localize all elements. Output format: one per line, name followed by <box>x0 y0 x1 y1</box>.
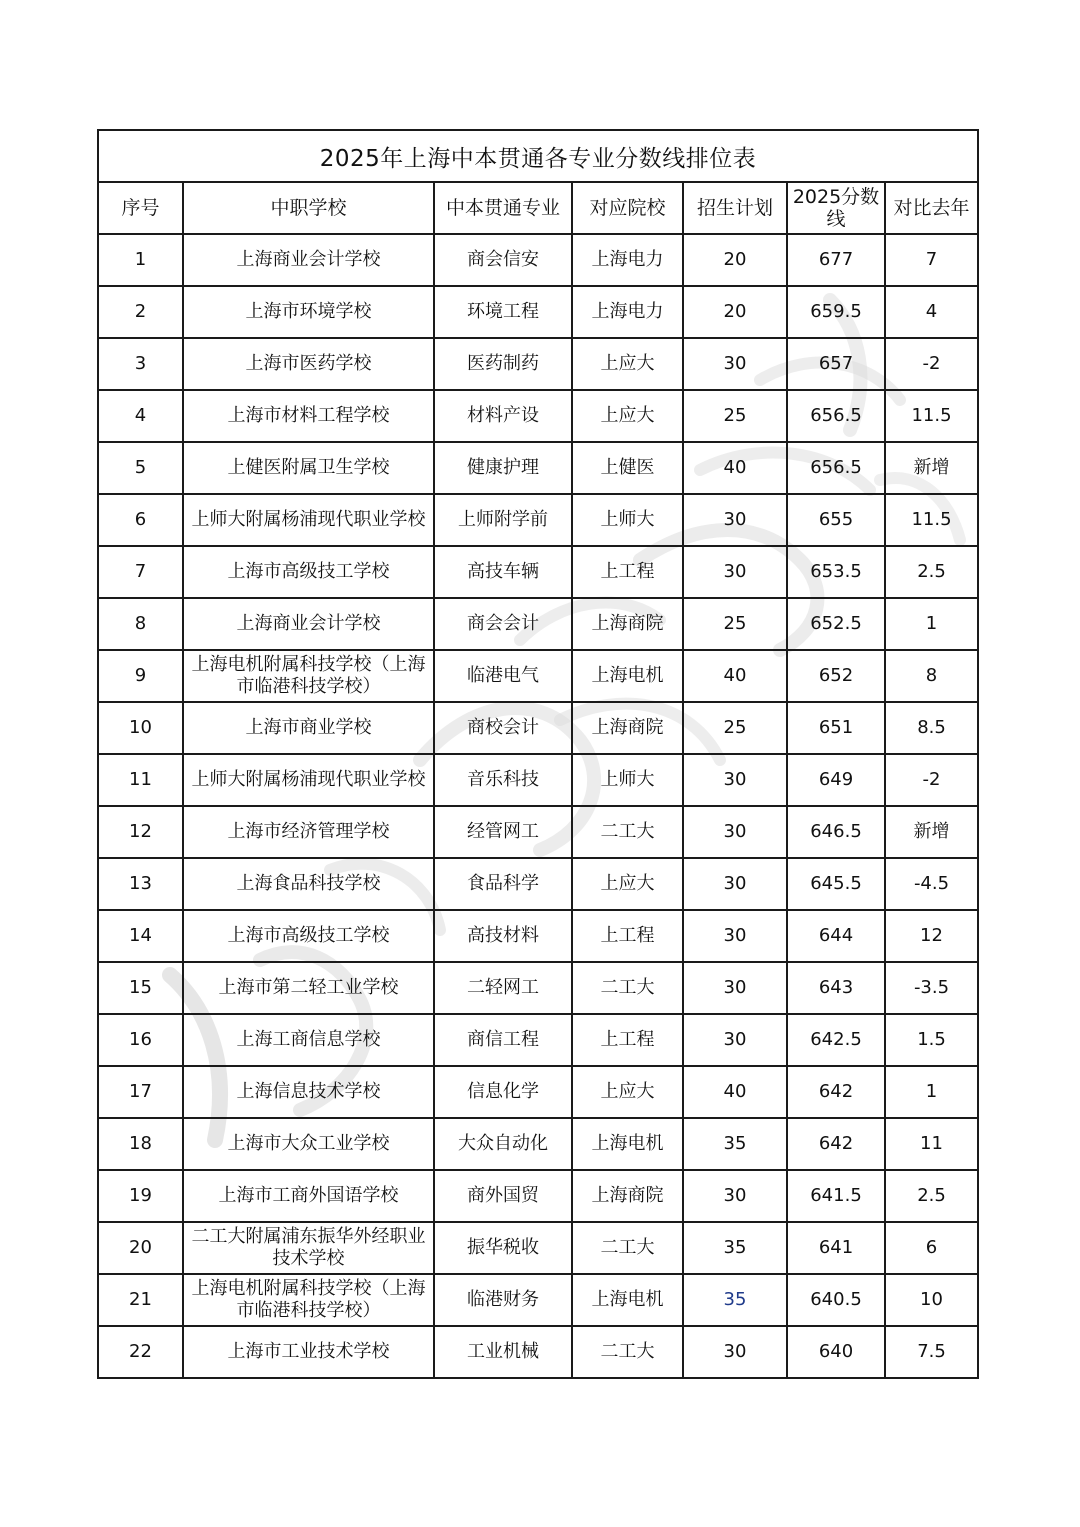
table-row <box>98 754 978 806</box>
cell-major: 医药制药 <box>434 338 572 390</box>
cell-score: 652 <box>787 650 885 702</box>
cell-university: 二工大 <box>572 806 683 858</box>
cell-change: 11.5 <box>885 494 978 546</box>
cell-quota: 40 <box>683 442 787 494</box>
cell-school: 上海市经济管理学校 <box>183 806 434 858</box>
table-header-row <box>98 182 978 234</box>
cell-quota: 40 <box>683 650 787 702</box>
cell-major: 商会会计 <box>434 598 572 650</box>
cell-school: 上海市第二轻工业学校 <box>183 962 434 1014</box>
table-title-row <box>98 130 978 182</box>
cell-quota: 30 <box>683 910 787 962</box>
cell-university: 上健医 <box>572 442 683 494</box>
cell-major: 环境工程 <box>434 286 572 338</box>
table-row <box>98 338 978 390</box>
column-header-major: 中本贯通专业 <box>434 182 572 234</box>
cell-school: 二工大附属浦东振华外经职业技术学校 <box>183 1222 434 1274</box>
score-ranking-table <box>97 129 979 1379</box>
cell-school: 上健医附属卫生学校 <box>183 442 434 494</box>
table-row <box>98 1326 978 1378</box>
cell-university: 上工程 <box>572 1014 683 1066</box>
cell-school: 上海市环境学校 <box>183 286 434 338</box>
cell-school: 上海市材料工程学校 <box>183 390 434 442</box>
cell-score: 642 <box>787 1066 885 1118</box>
cell-quota: 30 <box>683 754 787 806</box>
cell-school: 上师大附属杨浦现代职业学校 <box>183 754 434 806</box>
cell-score: 657 <box>787 338 885 390</box>
table-row <box>98 286 978 338</box>
cell-school: 上海商业会计学校 <box>183 234 434 286</box>
column-header-change: 对比去年 <box>885 182 978 234</box>
cell-index: 12 <box>98 806 183 858</box>
cell-change: 8 <box>885 650 978 702</box>
cell-score: 651 <box>787 702 885 754</box>
cell-university: 上师大 <box>572 754 683 806</box>
cell-index: 14 <box>98 910 183 962</box>
table-row <box>98 702 978 754</box>
cell-university: 上海电机 <box>572 650 683 702</box>
cell-university: 上海商院 <box>572 702 683 754</box>
table-row <box>98 1222 978 1274</box>
cell-quota: 35 <box>683 1274 787 1326</box>
cell-major: 音乐科技 <box>434 754 572 806</box>
cell-change: 7.5 <box>885 1326 978 1378</box>
cell-score: 656.5 <box>787 442 885 494</box>
cell-change: 1 <box>885 598 978 650</box>
cell-school: 上海市高级技工学校 <box>183 910 434 962</box>
cell-score: 643 <box>787 962 885 1014</box>
cell-change: 11 <box>885 1118 978 1170</box>
cell-major: 健康护理 <box>434 442 572 494</box>
cell-change: -2 <box>885 754 978 806</box>
cell-index: 10 <box>98 702 183 754</box>
cell-major: 经管网工 <box>434 806 572 858</box>
cell-school: 上海市商业学校 <box>183 702 434 754</box>
cell-change: 新增 <box>885 442 978 494</box>
cell-major: 临港财务 <box>434 1274 572 1326</box>
table-row <box>98 1170 978 1222</box>
cell-quota: 30 <box>683 962 787 1014</box>
cell-quota: 30 <box>683 806 787 858</box>
cell-score: 656.5 <box>787 390 885 442</box>
cell-major: 商会信安 <box>434 234 572 286</box>
cell-change: 7 <box>885 234 978 286</box>
cell-score: 644 <box>787 910 885 962</box>
cell-change: 新增 <box>885 806 978 858</box>
table-row <box>98 442 978 494</box>
cell-university: 上师大 <box>572 494 683 546</box>
cell-index: 15 <box>98 962 183 1014</box>
table-row <box>98 1274 978 1326</box>
cell-major: 临港电气 <box>434 650 572 702</box>
cell-index: 8 <box>98 598 183 650</box>
cell-major: 食品科学 <box>434 858 572 910</box>
cell-major: 上师附学前 <box>434 494 572 546</box>
cell-index: 22 <box>98 1326 183 1378</box>
cell-quota: 25 <box>683 390 787 442</box>
cell-university: 上海电力 <box>572 234 683 286</box>
table-row <box>98 962 978 1014</box>
cell-index: 13 <box>98 858 183 910</box>
cell-school: 上海市大众工业学校 <box>183 1118 434 1170</box>
cell-score: 655 <box>787 494 885 546</box>
column-header-quota: 招生计划 <box>683 182 787 234</box>
cell-score: 642 <box>787 1118 885 1170</box>
cell-score: 641 <box>787 1222 885 1274</box>
table-row <box>98 858 978 910</box>
cell-major: 商信工程 <box>434 1014 572 1066</box>
cell-major: 商外国贸 <box>434 1170 572 1222</box>
cell-university: 上工程 <box>572 546 683 598</box>
cell-change: 1 <box>885 1066 978 1118</box>
cell-quota: 20 <box>683 234 787 286</box>
cell-university: 二工大 <box>572 1326 683 1378</box>
cell-major: 工业机械 <box>434 1326 572 1378</box>
cell-quota: 30 <box>683 1014 787 1066</box>
cell-university: 上应大 <box>572 1066 683 1118</box>
column-header-score: 2025分数线 <box>787 182 885 234</box>
cell-quota: 30 <box>683 1326 787 1378</box>
cell-quota: 20 <box>683 286 787 338</box>
cell-change: 1.5 <box>885 1014 978 1066</box>
column-header-index: 序号 <box>98 182 183 234</box>
cell-major: 高技材料 <box>434 910 572 962</box>
table-row <box>98 806 978 858</box>
cell-school: 上海市高级技工学校 <box>183 546 434 598</box>
cell-score: 640 <box>787 1326 885 1378</box>
cell-school: 上海食品科技学校 <box>183 858 434 910</box>
column-header-university: 对应院校 <box>572 182 683 234</box>
cell-change: 2.5 <box>885 546 978 598</box>
cell-university: 上海商院 <box>572 1170 683 1222</box>
cell-index: 11 <box>98 754 183 806</box>
cell-score: 646.5 <box>787 806 885 858</box>
cell-university: 二工大 <box>572 962 683 1014</box>
table-row <box>98 910 978 962</box>
cell-change: -2 <box>885 338 978 390</box>
cell-school: 上海信息技术学校 <box>183 1066 434 1118</box>
cell-change: -3.5 <box>885 962 978 1014</box>
cell-university: 上应大 <box>572 338 683 390</box>
cell-change: 4 <box>885 286 978 338</box>
cell-change: 12 <box>885 910 978 962</box>
cell-change: -4.5 <box>885 858 978 910</box>
cell-university: 上海商院 <box>572 598 683 650</box>
cell-score: 640.5 <box>787 1274 885 1326</box>
table-row <box>98 1014 978 1066</box>
cell-change: 8.5 <box>885 702 978 754</box>
cell-major: 商校会计 <box>434 702 572 754</box>
cell-university: 上海电机 <box>572 1118 683 1170</box>
cell-change: 10 <box>885 1274 978 1326</box>
cell-index: 4 <box>98 390 183 442</box>
cell-school: 上海商业会计学校 <box>183 598 434 650</box>
cell-change: 6 <box>885 1222 978 1274</box>
cell-change: 11.5 <box>885 390 978 442</box>
cell-quota: 40 <box>683 1066 787 1118</box>
cell-score: 659.5 <box>787 286 885 338</box>
cell-university: 上工程 <box>572 910 683 962</box>
cell-major: 二轻网工 <box>434 962 572 1014</box>
table-title: 2025年上海中本贯通各专业分数线排位表 <box>98 130 978 182</box>
cell-quota: 30 <box>683 1170 787 1222</box>
cell-index: 20 <box>98 1222 183 1274</box>
cell-change: 2.5 <box>885 1170 978 1222</box>
cell-index: 18 <box>98 1118 183 1170</box>
cell-index: 1 <box>98 234 183 286</box>
table-row <box>98 234 978 286</box>
cell-university: 上海电力 <box>572 286 683 338</box>
cell-index: 2 <box>98 286 183 338</box>
cell-major: 材料产设 <box>434 390 572 442</box>
table-row <box>98 1118 978 1170</box>
table-row <box>98 1066 978 1118</box>
cell-score: 653.5 <box>787 546 885 598</box>
cell-major: 高技车辆 <box>434 546 572 598</box>
cell-index: 6 <box>98 494 183 546</box>
cell-university: 上应大 <box>572 858 683 910</box>
cell-index: 9 <box>98 650 183 702</box>
cell-school: 上海市医药学校 <box>183 338 434 390</box>
cell-major: 信息化学 <box>434 1066 572 1118</box>
cell-index: 17 <box>98 1066 183 1118</box>
cell-quota: 30 <box>683 494 787 546</box>
cell-quota: 30 <box>683 338 787 390</box>
column-header-school: 中职学校 <box>183 182 434 234</box>
cell-score: 642.5 <box>787 1014 885 1066</box>
cell-score: 677 <box>787 234 885 286</box>
cell-quota: 30 <box>683 858 787 910</box>
table-row <box>98 598 978 650</box>
cell-university: 上应大 <box>572 390 683 442</box>
cell-score: 649 <box>787 754 885 806</box>
cell-score: 645.5 <box>787 858 885 910</box>
cell-university: 上海电机 <box>572 1274 683 1326</box>
cell-school: 上海工商信息学校 <box>183 1014 434 1066</box>
cell-score: 641.5 <box>787 1170 885 1222</box>
cell-quota: 35 <box>683 1222 787 1274</box>
cell-index: 3 <box>98 338 183 390</box>
cell-quota: 30 <box>683 546 787 598</box>
cell-school: 上师大附属杨浦现代职业学校 <box>183 494 434 546</box>
cell-quota: 25 <box>683 702 787 754</box>
cell-index: 21 <box>98 1274 183 1326</box>
cell-university: 二工大 <box>572 1222 683 1274</box>
cell-quota: 35 <box>683 1118 787 1170</box>
cell-school: 上海市工商外国语学校 <box>183 1170 434 1222</box>
cell-index: 16 <box>98 1014 183 1066</box>
table-row <box>98 390 978 442</box>
cell-major: 振华税收 <box>434 1222 572 1274</box>
cell-index: 5 <box>98 442 183 494</box>
cell-index: 19 <box>98 1170 183 1222</box>
table-row <box>98 494 978 546</box>
cell-quota: 25 <box>683 598 787 650</box>
cell-index: 7 <box>98 546 183 598</box>
cell-school: 上海电机附属科技学校（上海市临港科技学校） <box>183 650 434 702</box>
cell-school: 上海市工业技术学校 <box>183 1326 434 1378</box>
cell-school: 上海电机附属科技学校（上海市临港科技学校） <box>183 1274 434 1326</box>
table-row <box>98 650 978 702</box>
cell-major: 大众自动化 <box>434 1118 572 1170</box>
table-row <box>98 546 978 598</box>
cell-score: 652.5 <box>787 598 885 650</box>
